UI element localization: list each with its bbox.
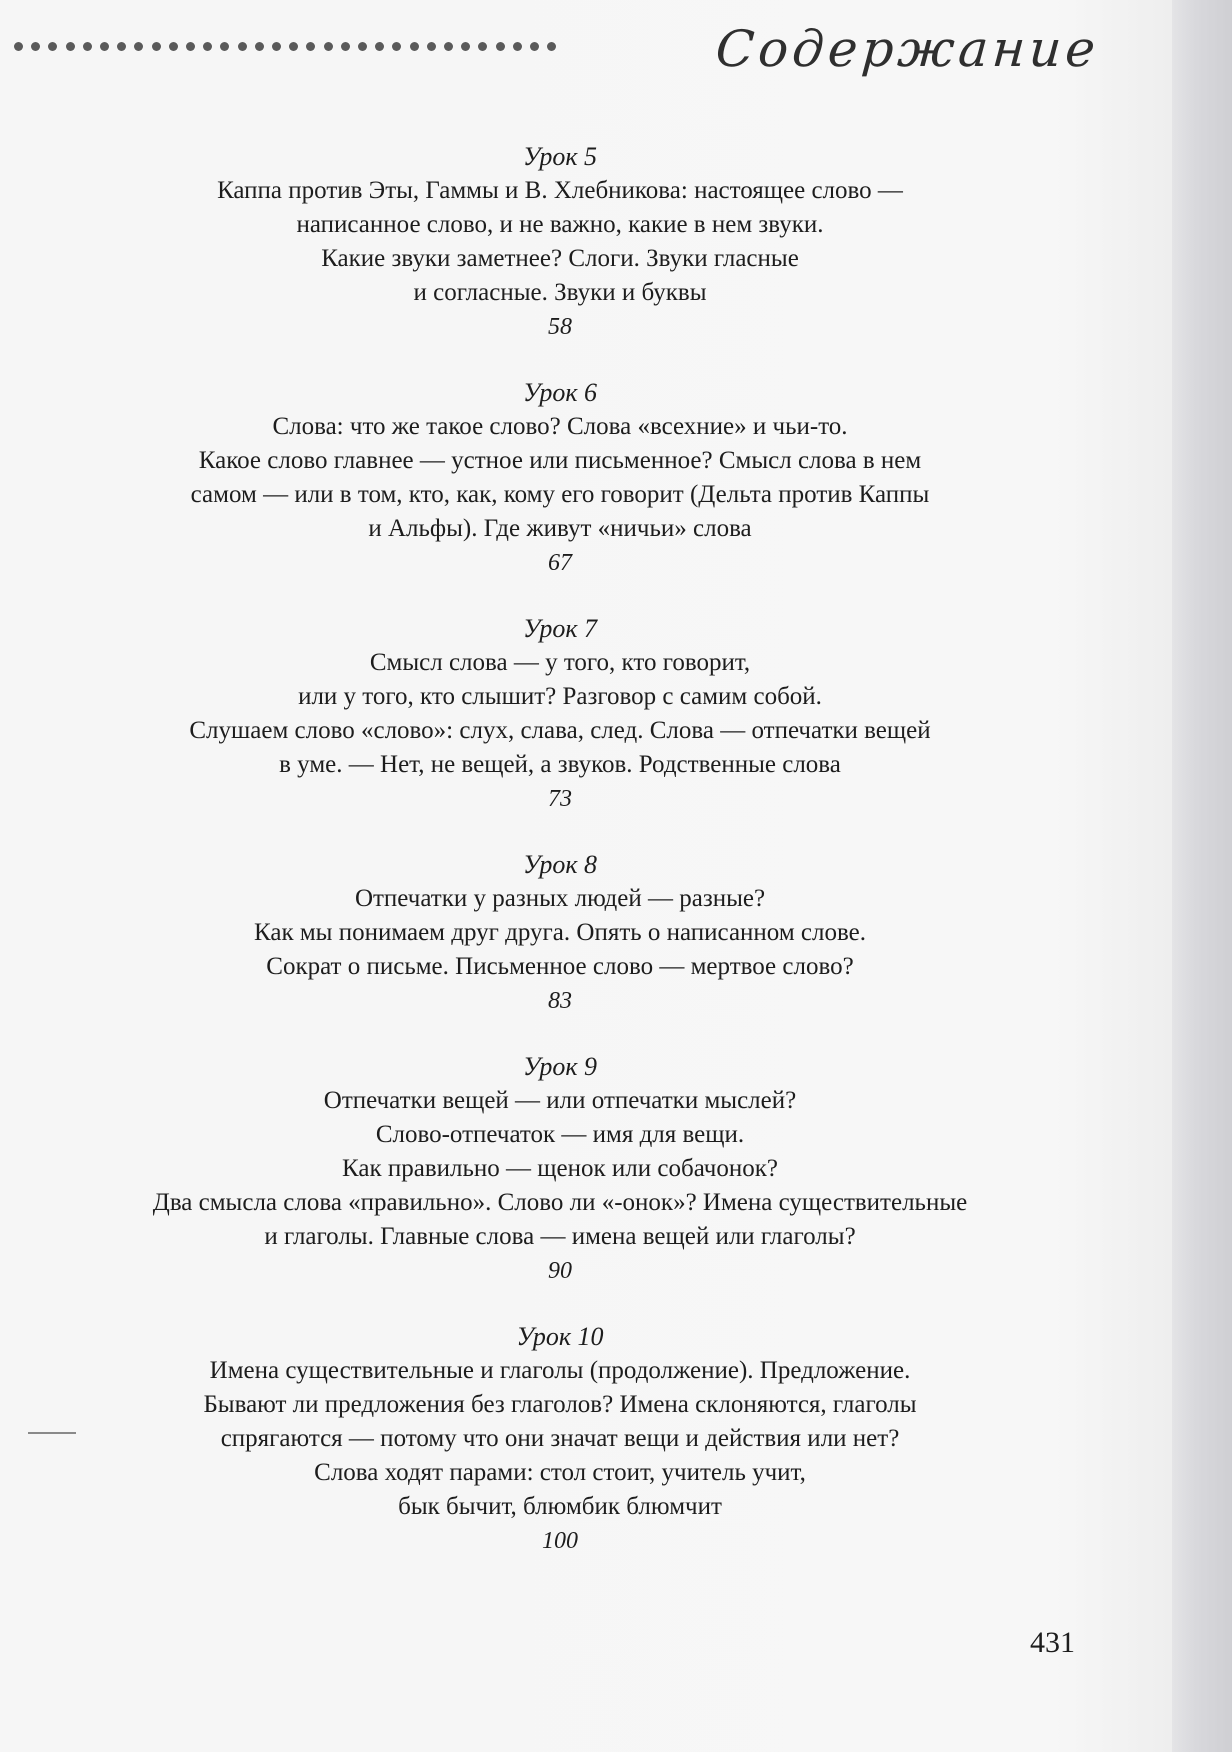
dot-ornament	[461, 42, 470, 51]
dot-ornament	[289, 42, 298, 51]
dot-ornament	[375, 42, 384, 51]
page-number: 90	[548, 1258, 572, 1284]
dot-ornament	[169, 42, 178, 51]
lesson-title: Урок 9	[522, 1052, 598, 1081]
lesson-title: Урок 7	[522, 614, 598, 643]
toc-entry-lesson-6	[60, 376, 1060, 580]
page-number: 67	[548, 550, 572, 576]
lesson-text-line: или у того, кто слышит? Разговор с самим собой.	[298, 683, 822, 710]
dot-ornament	[220, 42, 229, 51]
dot-ornament	[530, 42, 539, 51]
lesson-title: Урок 6	[522, 378, 598, 407]
dot-ornament	[341, 42, 350, 51]
lesson-text-line: в уме. — Нет, не вещей, а звуков. Родственные слова	[279, 751, 841, 778]
dot-ornament	[48, 42, 57, 51]
dot-ornament	[513, 42, 522, 51]
toc-entry-lesson-9	[60, 1050, 1060, 1288]
dot-ornament	[66, 42, 75, 51]
page-edge-shadow	[1172, 0, 1232, 1752]
lesson-text-line: Бывают ли предложения без глаголов? Имена склоняются, глаголы	[203, 1391, 917, 1418]
decorative-dotted-rule	[14, 42, 614, 54]
lesson-title: Урок 10	[516, 1322, 604, 1351]
dot-ornament	[152, 42, 161, 51]
lesson-text-line: Как мы понимаем друг друга. Опять о написанном слове.	[254, 919, 866, 946]
dot-ornament	[392, 42, 401, 51]
page-number: 100	[542, 1528, 578, 1554]
lesson-text-line: спрягаются — потому что они значат вещи и действия или нет?	[220, 1425, 900, 1452]
page-number: 58	[548, 314, 572, 340]
dot-ornament	[444, 42, 453, 51]
dot-ornament	[255, 42, 264, 51]
dot-ornament	[306, 42, 315, 51]
page-folio: 431	[1030, 1626, 1075, 1659]
lesson-text-line: Какое слово главнее — устное или письменное? Смысл слова в нем	[198, 447, 922, 474]
dot-ornament	[272, 42, 281, 51]
lesson-text-line: написанное слово, и не важно, какие в нем звуки.	[296, 211, 824, 238]
page-number: 83	[548, 988, 572, 1014]
lesson-text-line: бык бычит, блюмбик блюмчит	[398, 1493, 722, 1520]
lesson-text-line: и Альфы). Где живут «ничьи» слова	[368, 515, 752, 542]
toc-entry-lesson-7	[60, 612, 1060, 816]
toc-entry-lesson-10	[60, 1320, 1060, 1558]
lesson-text-line: Слова: что же такое слово? Слова «всехние» и чьи-то.	[272, 413, 848, 440]
lesson-title: Урок 5	[522, 142, 598, 171]
dot-ornament	[238, 42, 247, 51]
dot-ornament	[358, 42, 367, 51]
toc-entry-lesson-5	[60, 140, 1060, 344]
lesson-text-line: Два смысла слова «правильно». Слово ли «-онок»? Имена существительные	[152, 1189, 968, 1216]
dot-ornament	[83, 42, 92, 51]
lesson-text-line: Отпечатки у разных людей — разные?	[354, 885, 766, 912]
lesson-text-line: Слушаем слово «слово»: слух, слава, след. Слова — отпечатки вещей	[189, 717, 931, 744]
lesson-title: Урок 8	[522, 850, 598, 879]
lesson-text-line: Слова ходят парами: стол стоит, учитель учит,	[314, 1459, 806, 1486]
dot-ornament	[203, 42, 212, 51]
lesson-text-line: самом — или в том, кто, как, кому его говорит (Дельта против Каппы	[190, 481, 930, 508]
dot-ornament	[547, 42, 556, 51]
dot-ornament	[117, 42, 126, 51]
dot-ornament	[100, 42, 109, 51]
lesson-text-line: Смысл слова — у того, кто говорит,	[369, 649, 751, 676]
lesson-text-line: Сократ о письме. Письменное слово — мертвое слово?	[266, 953, 854, 980]
lesson-text-line: Как правильно — щенок или собачонок?	[342, 1155, 778, 1182]
dot-ornament	[186, 42, 195, 51]
dot-ornament	[31, 42, 40, 51]
lesson-text-line: Отпечатки вещей — или отпечатки мыслей?	[323, 1087, 797, 1114]
dot-ornament	[324, 42, 333, 51]
running-header-title: Содержание	[713, 20, 1102, 78]
dot-ornament	[496, 42, 505, 51]
dot-ornament	[134, 42, 143, 51]
lesson-text-line: Какие звуки заметнее? Слоги. Звуки гласные	[321, 245, 799, 272]
toc-entry-lesson-8	[60, 848, 1060, 1018]
dot-ornament	[410, 42, 419, 51]
dot-ornament	[478, 42, 487, 51]
lesson-text-line: Каппа против Эты, Гаммы и В. Хлебникова: настоящее слово —	[217, 177, 903, 204]
lesson-text-line: и согласные. Звуки и буквы	[413, 279, 707, 306]
lesson-text-line: Имена существительные и глаголы (продолжение). Предложение.	[209, 1357, 911, 1384]
lesson-text-line: и глаголы. Главные слова — имена вещей или глаголы?	[264, 1223, 856, 1250]
lesson-text-line: Слово-отпечаток — имя для вещи.	[375, 1121, 745, 1148]
page-number: 73	[548, 786, 572, 812]
dot-ornament	[427, 42, 436, 51]
dot-ornament	[14, 42, 23, 51]
